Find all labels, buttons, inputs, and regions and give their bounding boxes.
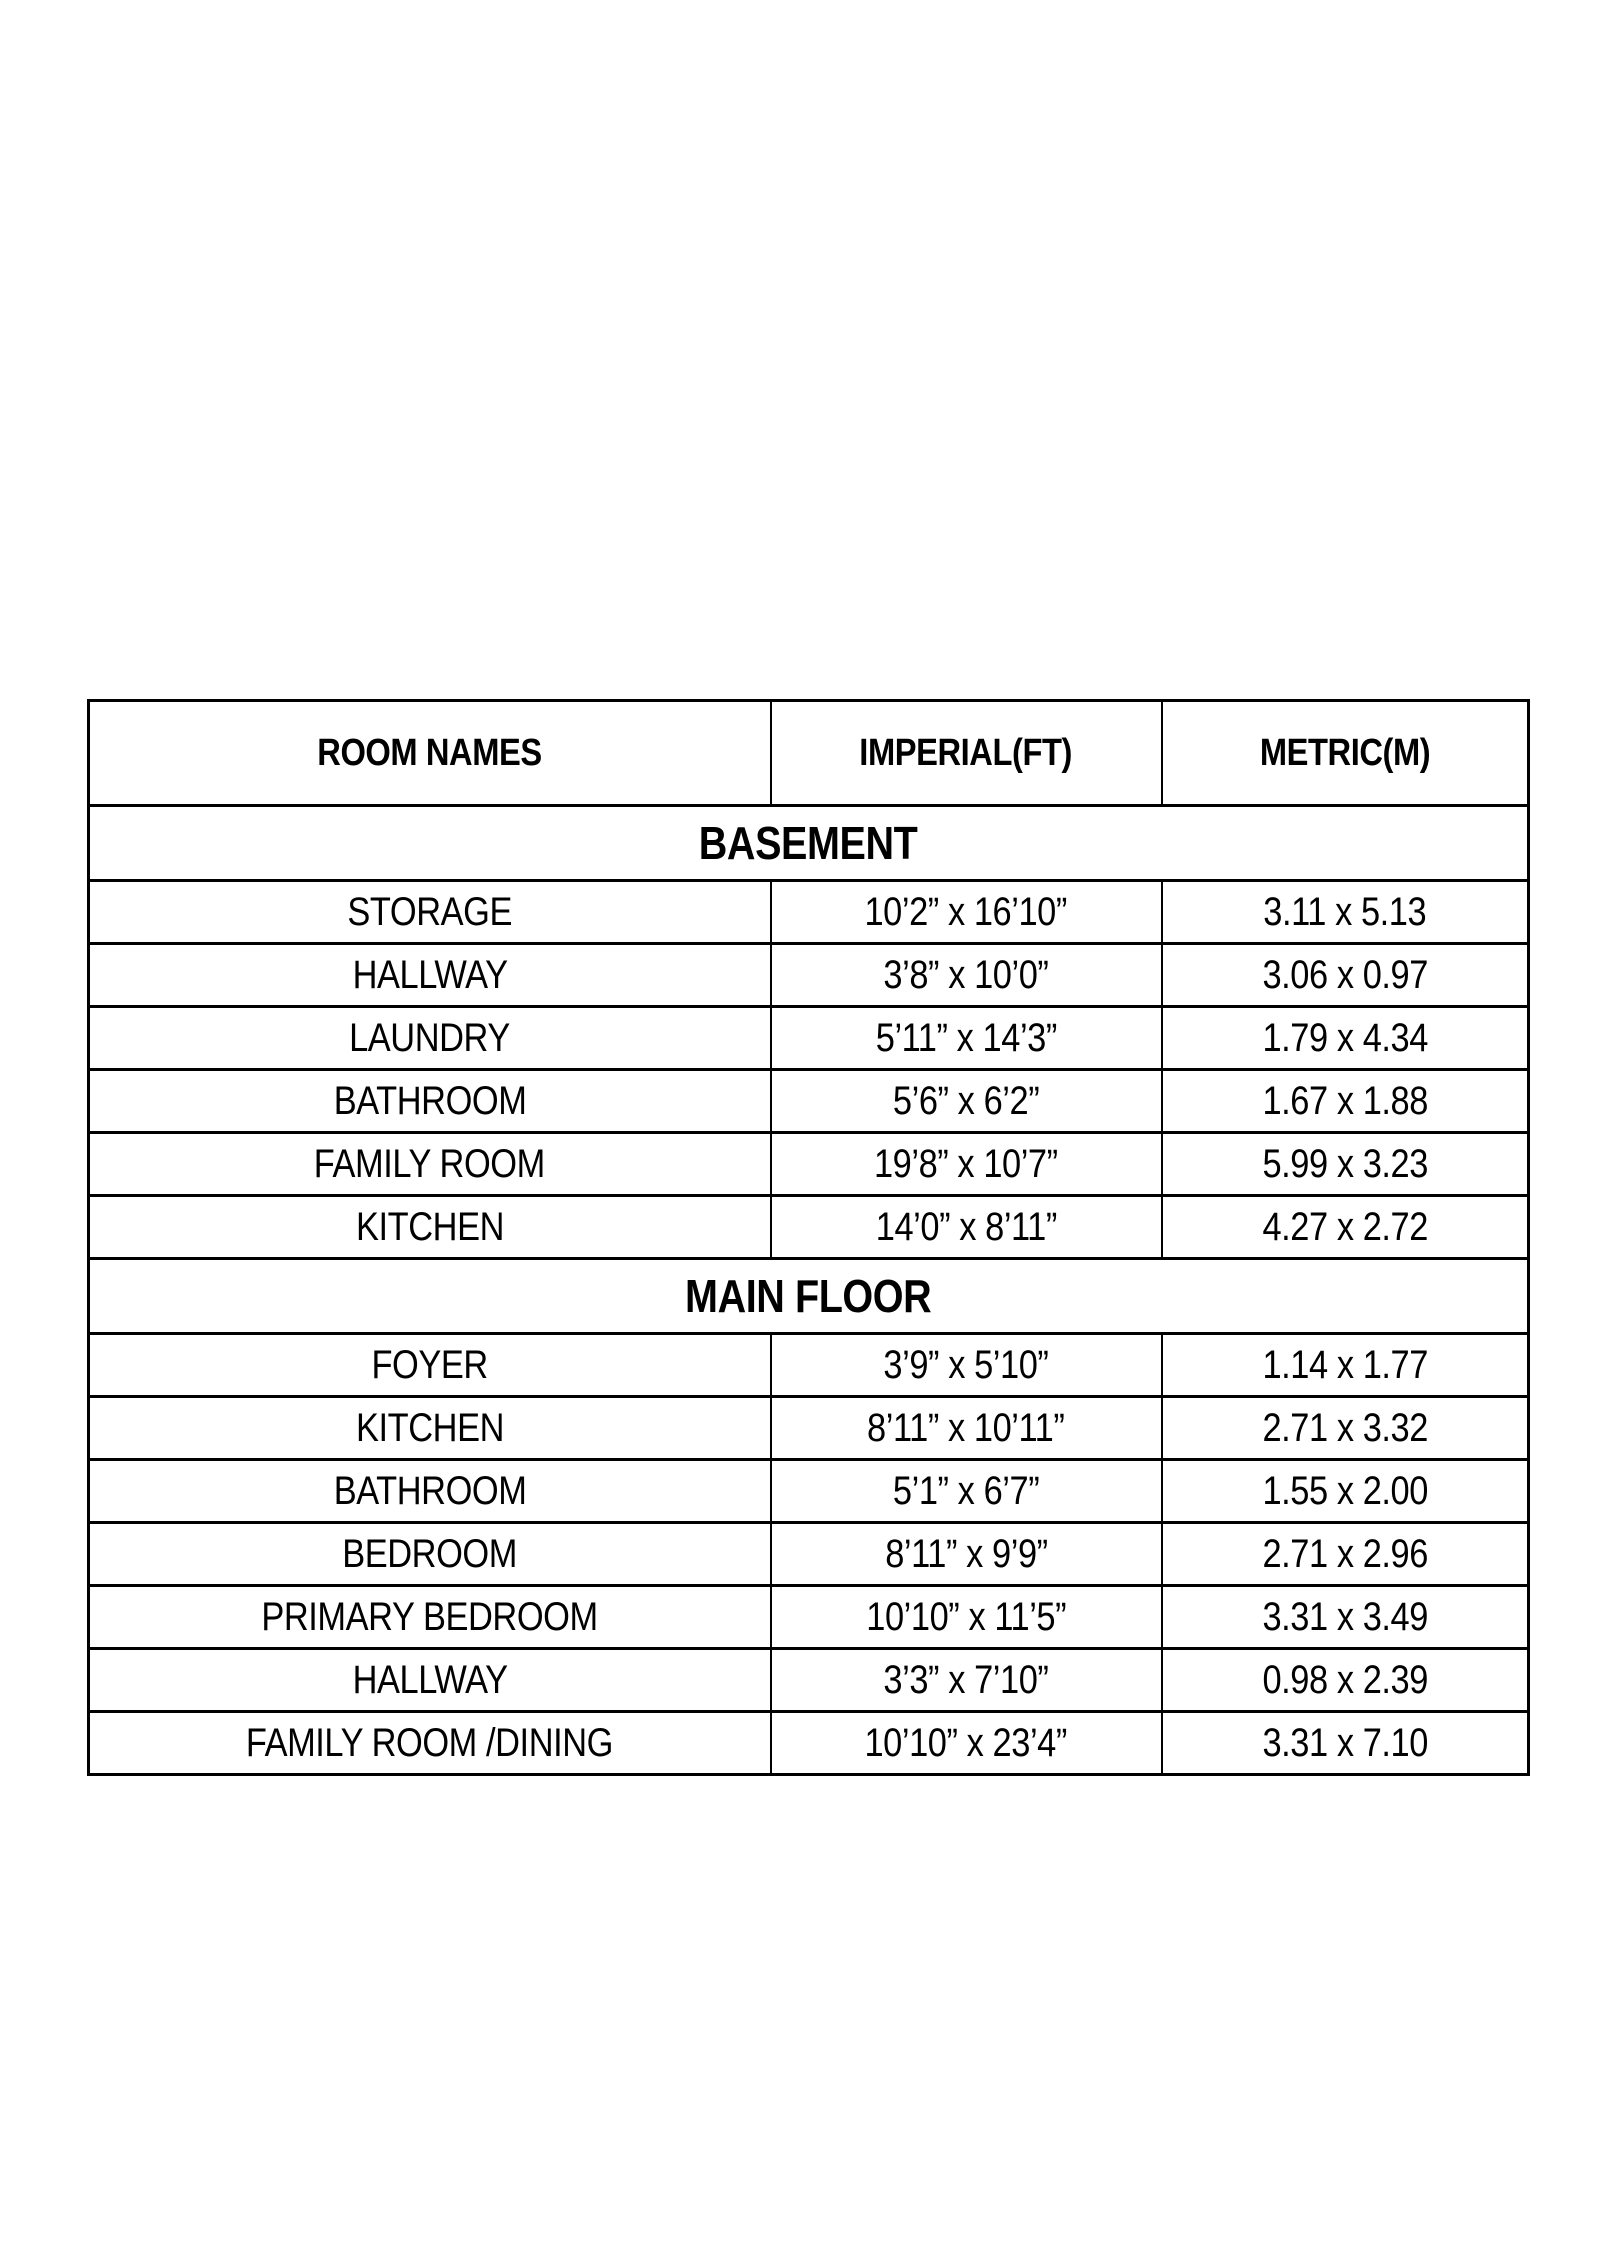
imperial-cell: 10’10” x 11’5” [771, 1586, 1162, 1649]
imperial-cell: 3’3” x 7’10” [771, 1649, 1162, 1712]
section-row-main-floor [89, 1259, 1529, 1334]
metric-cell: 0.98 x 2.39 [1162, 1649, 1529, 1712]
table-row [89, 1007, 1529, 1070]
column-header-metric: METRIC(M) [1162, 701, 1529, 806]
metric-cell: 2.71 x 3.32 [1162, 1397, 1529, 1460]
table-header-row [89, 701, 1529, 806]
metric-cell: 1.55 x 2.00 [1162, 1460, 1529, 1523]
metric-cell: 4.27 x 2.72 [1162, 1196, 1529, 1259]
table-row [89, 1649, 1529, 1712]
room-name-cell: BEDROOM [89, 1523, 771, 1586]
room-name-cell: STORAGE [89, 881, 771, 944]
table-row [89, 1397, 1529, 1460]
room-name-cell: LAUNDRY [89, 1007, 771, 1070]
metric-cell: 3.31 x 3.49 [1162, 1586, 1529, 1649]
room-name-cell: FAMILY ROOM /DINING [89, 1712, 771, 1775]
room-name-cell: HALLWAY [89, 944, 771, 1007]
imperial-cell: 3’9” x 5’10” [771, 1334, 1162, 1397]
table-row [89, 1334, 1529, 1397]
table-row [89, 1586, 1529, 1649]
table-row [89, 881, 1529, 944]
table-row [89, 1460, 1529, 1523]
room-name-cell: FAMILY ROOM [89, 1133, 771, 1196]
metric-cell: 1.14 x 1.77 [1162, 1334, 1529, 1397]
table-row [89, 1133, 1529, 1196]
table-row [89, 1196, 1529, 1259]
room-name-cell: KITCHEN [89, 1196, 771, 1259]
metric-cell: 3.31 x 7.10 [1162, 1712, 1529, 1775]
metric-cell: 3.06 x 0.97 [1162, 944, 1529, 1007]
room-name-cell: FOYER [89, 1334, 771, 1397]
room-name-cell: PRIMARY BEDROOM [89, 1586, 771, 1649]
metric-cell: 1.67 x 1.88 [1162, 1070, 1529, 1133]
table-row [89, 944, 1529, 1007]
imperial-cell: 10’10” x 23’4” [771, 1712, 1162, 1775]
section-title: MAIN FLOOR [89, 1259, 1529, 1334]
metric-cell: 5.99 x 3.23 [1162, 1133, 1529, 1196]
room-name-cell: BATHROOM [89, 1460, 771, 1523]
room-name-cell: KITCHEN [89, 1397, 771, 1460]
imperial-cell: 5’1” x 6’7” [771, 1460, 1162, 1523]
imperial-cell: 8’11” x 10’11” [771, 1397, 1162, 1460]
room-dimensions-table [87, 699, 1530, 1776]
table-row [89, 1523, 1529, 1586]
room-name-cell: HALLWAY [89, 1649, 771, 1712]
metric-cell: 2.71 x 2.96 [1162, 1523, 1529, 1586]
imperial-cell: 8’11” x 9’9” [771, 1523, 1162, 1586]
imperial-cell: 3’8” x 10’0” [771, 944, 1162, 1007]
imperial-cell: 5’11” x 14’3” [771, 1007, 1162, 1070]
imperial-cell: 10’2” x 16’10” [771, 881, 1162, 944]
table-row [89, 1712, 1529, 1775]
section-row-basement [89, 806, 1529, 881]
imperial-cell: 19’8” x 10’7” [771, 1133, 1162, 1196]
table-row [89, 1070, 1529, 1133]
room-name-cell: BATHROOM [89, 1070, 771, 1133]
column-header-room-names: ROOM NAMES [89, 701, 771, 806]
section-title: BASEMENT [89, 806, 1529, 881]
imperial-cell: 5’6” x 6’2” [771, 1070, 1162, 1133]
metric-cell: 3.11 x 5.13 [1162, 881, 1529, 944]
column-header-imperial: IMPERIAL(FT) [771, 701, 1162, 806]
metric-cell: 1.79 x 4.34 [1162, 1007, 1529, 1070]
imperial-cell: 14’0” x 8’11” [771, 1196, 1162, 1259]
